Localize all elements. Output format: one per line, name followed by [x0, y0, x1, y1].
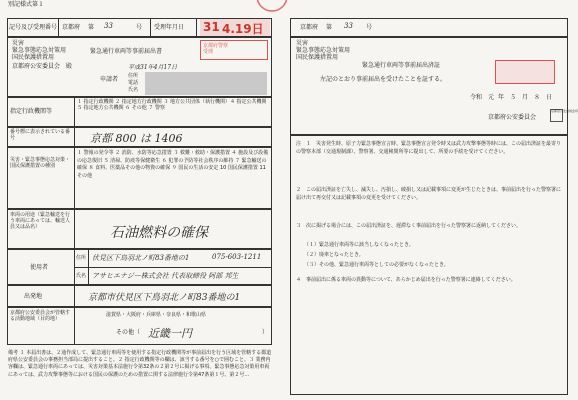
applicant-name-label: 氏名 [128, 87, 139, 93]
user-label: 使用者 [30, 264, 49, 271]
right-receipt-no: 33 [344, 22, 353, 30]
right-form-title: 緊急通行車両等事前届出済証 [362, 62, 441, 69]
header-receipt-label: 記号及び受理番号 [9, 24, 58, 31]
right-date-year: 元 [488, 94, 495, 101]
right-header-dai: 第 [326, 24, 333, 31]
form-label: 別記様式第１ [8, 1, 45, 8]
user-address-value: 伏見区下鳥羽北ノ町83番地の1 [92, 254, 190, 262]
right-note-3-2: （２）廃車となったとき。 [304, 252, 364, 258]
header-dai: 第 [88, 24, 95, 31]
designated-org-options: １ 指定行政機関 ２ 指定地方行政機関 ３ 地方公共団体（執行機関）４ 指定公共機関 ５ 指定地方公共機関 ６ その他 ７ 警察 [77, 99, 267, 111]
plate-label: 番号標に表示されている番号 [10, 129, 71, 141]
destination-other-value: 近畿一円 [148, 327, 192, 340]
user-name-label: 氏名 [76, 273, 87, 279]
user-name-value: アサヒエナジー株式会社 代表取締役 阿部 邦生 [92, 272, 239, 280]
receipt-date-prefix: 31 [203, 20, 220, 34]
right-issuer-seal: 京都府公安委員会印 [550, 109, 563, 122]
destination-other-close: ） [262, 329, 269, 336]
departure-value: 京都市伏見区下鳥羽北ノ町83番地の1 [88, 293, 241, 303]
right-issuer: 京都府公安委員会 [488, 114, 537, 121]
plate-value: 京都 800 は 1406 [90, 132, 183, 145]
header-prefecture: 京都府 [62, 24, 81, 31]
vehicle-use-label: 車両の用途（緊急輸送を行う車両にあっては、輸送人員又は品名） [10, 212, 71, 230]
destination-other-label: その他（ [116, 329, 141, 336]
right-header-prefecture: 京都府 [300, 24, 319, 31]
user-phone-value: 075-603-1211 [212, 253, 262, 261]
form-title: 緊急通行車両等事前届出書 [90, 48, 163, 55]
title-line-disaster: 災害 [12, 40, 25, 47]
applicant-address-label: 住所 [128, 73, 139, 79]
filed-date: 平成31年4月17日 [128, 64, 178, 71]
redacted-applicant [145, 72, 267, 95]
right-date-rest: 年 ５ 月 ８ 日 [498, 94, 553, 101]
header-receipt-date-label: 受理年月日 [154, 24, 185, 31]
right-title-disaster: 災害 [296, 40, 309, 47]
header-go: 号 [136, 24, 143, 31]
addressee: 京都府公安委員会 殿 [12, 63, 73, 70]
right-note-4: ４ 事前届出に係る車両の異動等について、あらかじめ届出を行った警察署に連絡してください。 [296, 277, 516, 283]
right-header-go: 号 [366, 24, 373, 31]
right-note-3-1: （１）緊急通行車両等に該当しなくなったとき。 [304, 242, 414, 248]
left-notes: 備考 １ 本届出書は、２通作成して、緊急通行車両等を使用する指定行政機関等が事前届出を行う区域を管轄する都道府県公安委員会の事務担当部局に提出すること。２ 指定行政機関等の欄は、該当する番号を○で囲むこと。３ 業務内容欄は、緊急通行車両にあっては、災害対策基本法施行令第32条の２第２号に掲げる事項、緊急事態応急対策用車両にあっては、武力攻撃事態等における国民の保護のための措置に関する法律施行令第47条第１号、第２号… [8, 350, 272, 378]
right-subtitle: 左記のとおり事前届出を受けたことを証する。 [320, 76, 447, 83]
departure-label: 出発地 [24, 293, 43, 300]
right-note-3: ３ 次に掲げる場合には、この届出済証を、遅滞なく事前届出を行った警察署に返納してください。 [296, 223, 522, 229]
title-line-protection: 国民保護措置用 [12, 54, 55, 61]
right-red-stamp [495, 60, 555, 84]
vehicle-use-value: 石油燃料の確保 [110, 225, 208, 241]
work-type-options: １ 警報の発令等 ２ 消防、水防等応急措置 ３ 救難・救助・保護措置 ４ 施設及び設備の応急復旧 ５ 清掃、防疫等保健衛生 ６ 犯罪の予防等社会秩序の維持 ７ 緊急輸送の確保 ８ 食料、医薬品その他の物資の確保 ９ 国民の生活の安定 10 国民保護措置 11 その他 [77, 150, 269, 179]
right-title-emergency: 緊急事態応急対策用 [296, 47, 351, 54]
right-note-1: 注 １ 災害発生時、原子力緊急事態宣言時、緊急事態宣言発令時又は武力攻撃事態等時には、この届出済証を最寄りの警察本部（交通規制課）、警察署、交通検問所等に提出して、所要の手続を受けてください。 [296, 141, 562, 155]
work-type-label: 災害・緊急事態応急対策・国民保護措置の種別 [10, 157, 71, 169]
right-title-protection: 国民保護措置用 [296, 54, 339, 61]
destination-regions: 滋賀県・大阪府・兵庫県・奈良県・和歌山県 [106, 312, 207, 318]
applicant-label: 申請者 [100, 76, 119, 83]
received-stamp: 京都府警察 受理 [200, 40, 268, 60]
designated-org-label: 指定行政機関等 [10, 108, 53, 115]
header-receipt-no: 33 [104, 22, 113, 30]
applicant-phone-label: 電話 [128, 80, 139, 86]
title-line-emergency: 緊急事態応急対策用 [12, 47, 67, 54]
receipt-date: 4.19日 [222, 22, 264, 36]
right-note-2: ２ この届出済証を亡失し、滅失し、汚損し、破損し又は記載事項に変更が生じたときは、事前届出を行った警察署に届け出て再交付又は記載事項の変更を受けてください。 [296, 187, 562, 201]
right-note-3-3: （３）その他、緊急通行車両等としての必要がなくなったとき。 [304, 262, 449, 268]
destination-label: 京都府公安委員会が管轄する活動地域（目的地） [10, 310, 71, 322]
right-date-label: 令和 [470, 94, 483, 101]
user-address-label: 住所 [76, 255, 87, 261]
seal-mark [255, 0, 289, 14]
